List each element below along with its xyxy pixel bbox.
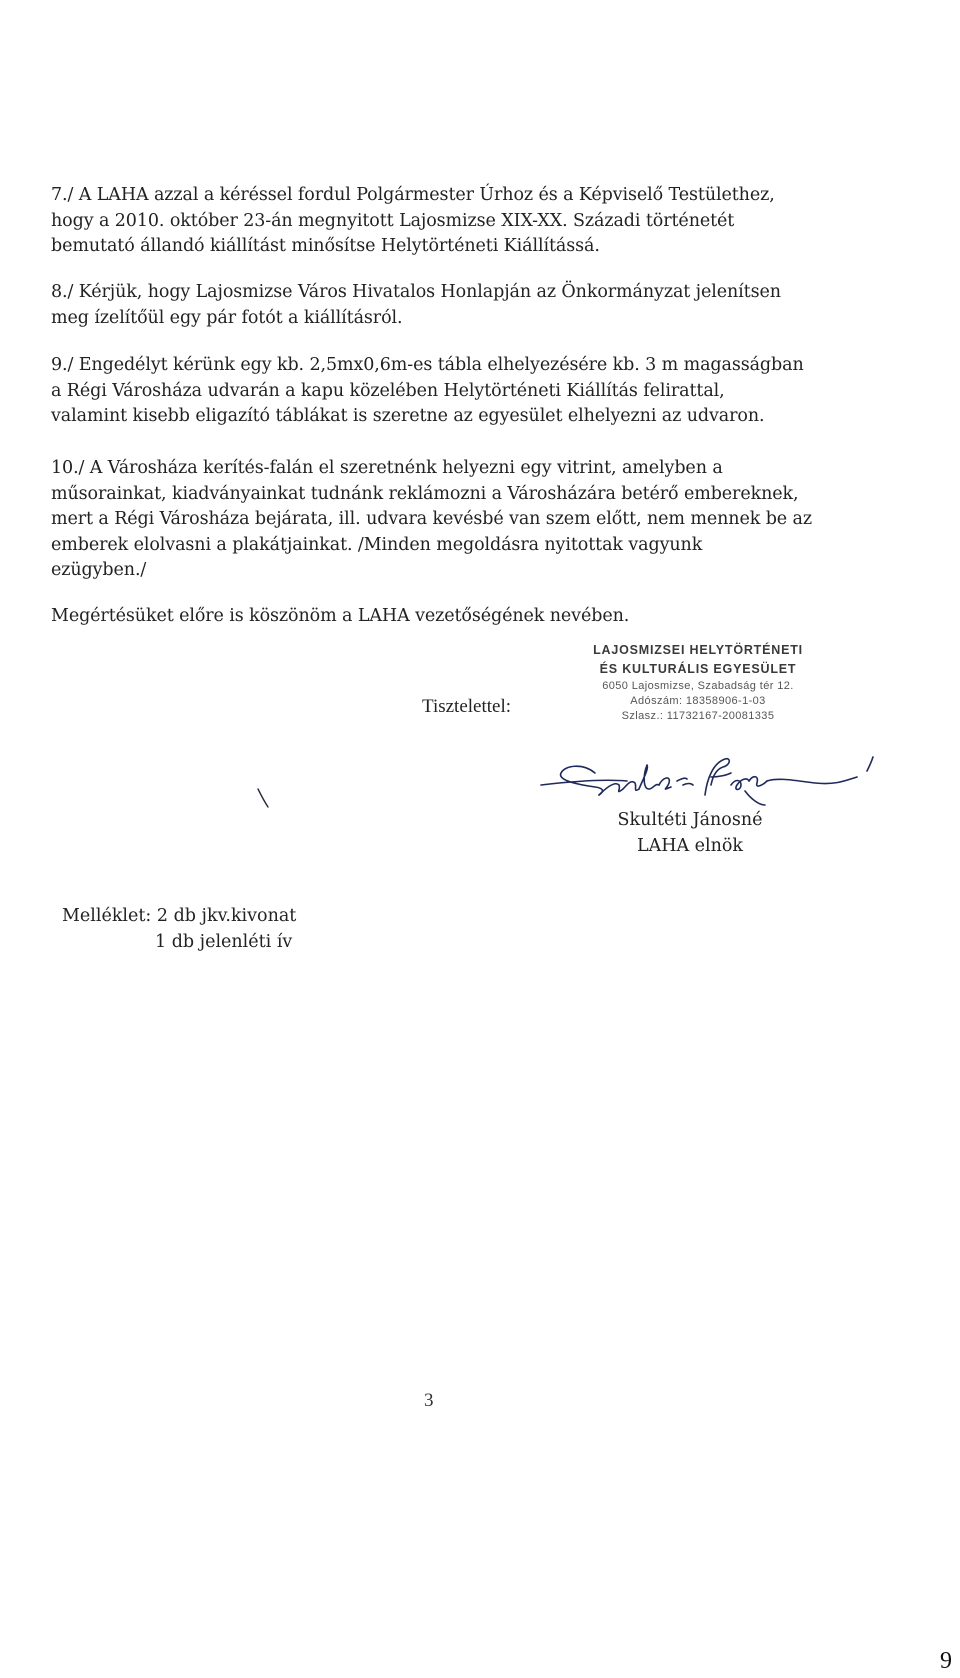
- paragraph-line: meg ízelítőül egy pár fotót a kiállításról.: [51, 307, 403, 328]
- paragraph-line: hogy a 2010. október 23-án megnyitott Lajosmizse XIX-XX. Századi történetét: [51, 210, 735, 231]
- paragraph-7: [51, 183, 851, 260]
- paragraph-line: a Régi Városháza udvarán a kapu közelében Helytörténeti Kiállítás felirattal,: [51, 380, 725, 401]
- organization-stamp: [588, 641, 808, 724]
- paragraph-line: bemutató állandó kiállítást minősítse Helytörténeti Kiállítássá.: [51, 236, 600, 256]
- attachments-list: [62, 903, 296, 955]
- paragraph-line: emberek elolvasni a plakátjainkat. /Minden megoldásra nyitottak vagyunk: [51, 534, 703, 555]
- attachment-item: 1 db jelenléti ív: [155, 932, 293, 952]
- stamp-org-line1: LAJOSMIZSEI HELYTÖRTÉNETI: [593, 643, 803, 657]
- stamp-org-line2: ÉS KULTURÁLIS EGYESÜLET: [599, 662, 797, 676]
- paragraph-line: műsorainkat, kiadványainkat tudnánk reklámozni a Városházára betérő embereknek,: [51, 483, 799, 504]
- paragraph-line: 8./ Kérjük, hogy Lajosmizse Város Hivatalos Honlapján az Önkormányzat jelenítsen: [51, 282, 781, 302]
- paragraph-line: mert a Régi Városháza bejárata, ill. udvara kevésbé van szem előtt, nem mennek be az: [51, 509, 812, 529]
- paragraph-line: valamint kisebb eligazító táblákat is szeretne az egyesület elhelyezni az udvaron.: [51, 406, 765, 426]
- attachment-item: Melléklet: 2 db jkv.kivonat: [62, 906, 297, 926]
- stray-pen-mark: [256, 787, 270, 809]
- corner-page-number: 9: [940, 1648, 952, 1674]
- paragraph-line: ezügyben./: [51, 560, 147, 580]
- stamp-tax-id: Adószám: 18358906-1-03: [630, 695, 766, 707]
- signer-title: LAHA elnök: [636, 836, 744, 856]
- thanks-paragraph: [51, 604, 851, 630]
- signer-block: [600, 807, 780, 859]
- paragraph-10: [51, 456, 851, 584]
- paragraph-line: 10./ A Városháza kerítés-falán el szeretnénk helyezni egy vitrint, amelyben a: [51, 458, 723, 478]
- page-number: 3: [424, 1390, 434, 1411]
- signer-name: Skultéti Jánosné: [617, 810, 763, 830]
- paragraph-9: [51, 353, 851, 430]
- paragraph-line: 9./ Engedélyt kérünk egy kb. 2,5mx0,6m-es tábla elhelyezésére kb. 3 m magasságban: [51, 355, 804, 375]
- paragraph-line: Megértésüket előre is köszönöm a LAHA vezetőségének nevében.: [51, 606, 630, 626]
- stamp-bank-account: Szlasz.: 11732167-20081335: [621, 710, 775, 722]
- paragraph-8: [51, 280, 851, 331]
- closing-salutation: Tisztelettel:: [422, 696, 512, 717]
- paragraph-line: 7./ A LAHA azzal a kéréssel fordul Polgármester Úrhoz és a Képviselő Testülethez,: [51, 185, 775, 205]
- stamp-address: 6050 Lajosmizse, Szabadság tér 12.: [602, 680, 794, 692]
